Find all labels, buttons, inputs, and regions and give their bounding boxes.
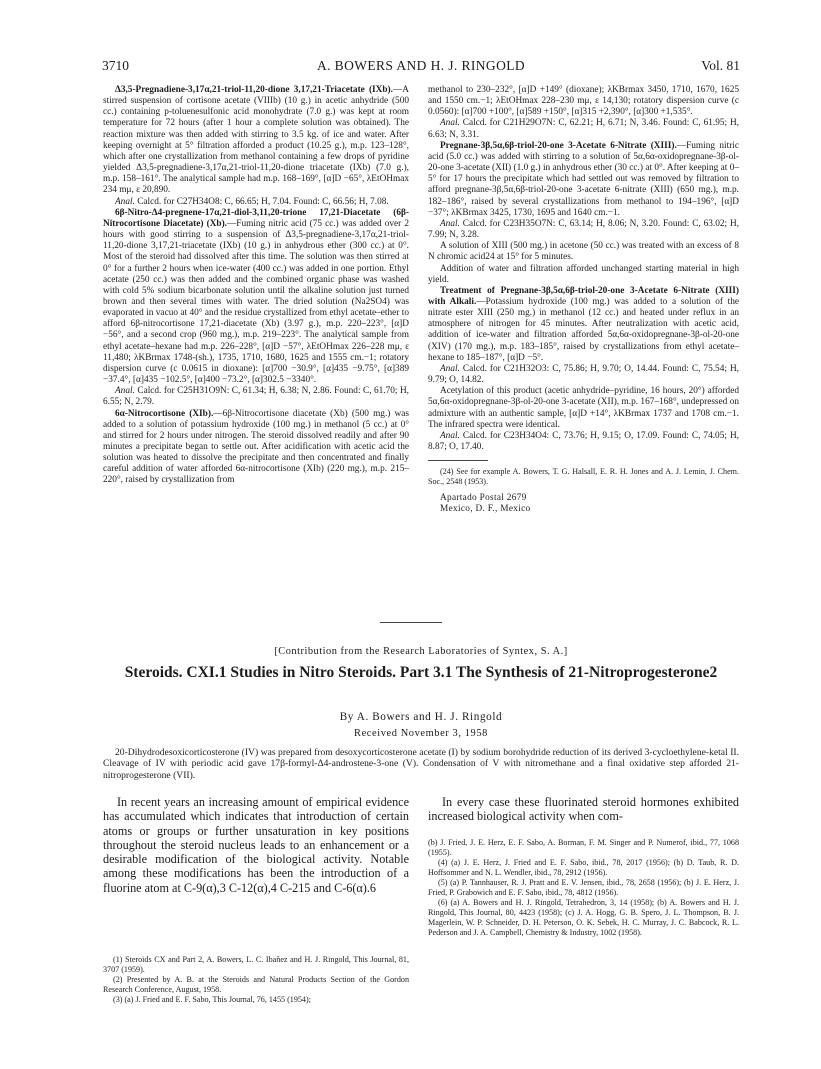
analysis: Anal. Calcd. for C25H31O9N: C, 61.34; H, 6.38; N, 2.86. Found: C, 61.70; H, 6.55; N, 2.79. [103, 386, 410, 408]
paragraph-text: —Potassium hydroxide (100 mg.) was added to a solution of the nitrate ester XIII (250 mg.) in methanol (12 cc.) and heated under reflux in an atmosphere of nitrogen for 45 minutes. After neutralization with acetic acid, addition of ice-water and filtration afforded 5α,6α-oxidopregnane-3β-ol-20-one (XIV) (170 mg.), m.p. 183–185°, raised by crystallizations from ethyl acetate–hexane to 185–187°, [α]D −5°. [428, 296, 739, 363]
paragraph [103, 409, 409, 487]
paragraph: Acetylation of this product (acetic anhydride–pyridine, 16 hours, 20°) afforded 5α,6α-oxidopregnane-3β-ol-20-one 3-acetate (XII), m.p. 167–168°, undepressed on admixture with an authentic sample, [α]D +14°, λKBrmax 1737 and 1708 cm.−1. The infrared spectra were identical. [428, 386, 739, 430]
address-line: Apartado Postal 2679 [440, 493, 527, 504]
analysis-text: Calcd. for C21H29O7N: C, 62.21; H, 6.71; N, 3.46. Found: C, 61.95; H, 6.63; N, 3.31. [428, 118, 739, 140]
article-authors: By A. Bowers and H. J. Ringold [339, 711, 503, 723]
received-date: Received November 3, 1958 [354, 728, 488, 739]
references-left [103, 955, 409, 1005]
intro-left: In recent years an increasing amount of empirical evidence has accumulated which indicates that introduction of certain atoms or groups or further unsaturation in key positions throughout the steroid nucleus leads to an enhancement or a desirable modification of the biological activity. Notable among these modifications has been the introduction of a fluorine atom at C-9(α),3 C-12(α),4 C-215 and C-6(α).6 [103, 795, 409, 895]
page-number: 3710 [102, 58, 129, 73]
paragraph: A solution of XIII (500 mg.) in acetone (50 cc.) was treated with an excess of 8 N chromic acid24 at 15° for 5 minutes. [428, 241, 739, 263]
compound-heading: Pregnane-3β,5α,6β-triol-20-one 3-Acetate 6-Nitrate (XIII). [440, 140, 677, 151]
compound-heading: Δ3,5-Pregnadiene-3,17α,21-triol-11,20-dione 3,17,21-Triacetate (IXb). [115, 85, 393, 95]
footnote-rule [428, 460, 488, 461]
analysis: Anal. Calcd. for C23H35O7N: C, 63.14; H, 8.06; N, 3.20. Found: C, 63.02; H, 7.99; N, 3.28. [428, 218, 739, 241]
paragraph-text: —6β-Nitrocortisone diacetate (Xb) (500 mg.) was added to a solution of potassium hydroxide (100 mg.) in methanol (5 cc.) at 0° and stirred for 2 hours under nitrogen. The steroid dissolved readily and after 90 minutes a precipitate began to settle out. After acidification with acetic acid the solution was heated to dissolve the precipitate and then concentrated and finally careful addition of water afforded 6α-nitrocortisone (XIb) (220 mg.), m.p. 215–220°, raised by crystallization from [103, 408, 410, 486]
reference: (2) Presented by A. B. at the Steroids and Natural Products Section of the Gordon Research Conference, August, 1958. [103, 975, 409, 994]
analysis: Anal. Calcd. for C27H34O8: C, 66.65; H, 7.04. Found: C, 66.56; H, 7.08. [115, 196, 389, 207]
intro-right: In every case these fluorinated steroid hormones exhibited increased biological activity when com- [428, 795, 739, 824]
analysis: Anal. Calcd. for C21H29O7N: C, 62.21; H, 6.71; N, 3.46. Found: C, 61.95; H, 6.63; N, 3.31. [428, 118, 739, 140]
reference: (6) (a) A. Bowers and H. J. Ringold, Tetrahedron, 3, 14 (1958); (b) A. Bowers and H. J. Ringold, This Journal, 80, 4423 (1958); (c) J. A. Hogg, G. B. Spero, J. L. Thompson, B. J. Magerlein, W. P. Schneider, D. H. Peterson, O. K. Sebek, H. C. Murray, J. C. Babcock, R. L. Pederson and J. A. Campbell, Chemistry & Industry, 1002 (1958). [428, 898, 739, 937]
paragraph [103, 208, 409, 387]
compound-heading: Treatment of Pregnane-3β,5α,6β-triol-20-one 3-Acetate 6-Nitrate (XIII) with Alkali. [428, 285, 739, 307]
compound-heading: 6β-Nitro-Δ4-pregnene-17α,21-diol-3,11,20-trione 17,21-Diacetate (6β-Nitrocortisone Diacetate) (Xb). [103, 207, 409, 229]
article-title: Steroids. CXI.1 Studies in Nitro Steroids. Part 3.1 The Synthesis of 21-Nitroprogesterone2 [124, 664, 718, 681]
paragraph [428, 141, 739, 219]
right-column [428, 85, 739, 515]
abstract: 20-Dihydrodesoxicorticosterone (IV) was prepared from desoxycorticosterone acetate (I) by sodium borohydride reduction of its derived 3-cycloethylene-ketal II. Cleavage of IV with periodic acid gave 17β-formyl-Δ4-androstene-3-one (V). Condensation of V with nitromethane and a final oxidative step afforded 21-nitroprogesterone (VII). [103, 747, 739, 781]
section-divider [380, 622, 442, 623]
contribution-line: [Contribution from the Research Laboratories of Syntex, S. A.] [274, 646, 568, 657]
references-right [428, 838, 739, 938]
reference: (3) (a) J. Fried and E. F. Sabo, This Journal, 76, 1455 (1954); [113, 995, 311, 1004]
reference: (b) J. Fried, J. E. Herz, E. F. Sabo, A. Borman, F. M. Singer and P. Numerof, ibid., 77, 1068 (1955). [428, 838, 739, 857]
reference: (4) (a) J. E. Herz, J. Fried and E. F. Sabo, ibid., 78, 2017 (1956); (b) D. Taub, R. D. Hoffsommer and N. L. Wendler, ibid., 78, 2912 (1956). [428, 858, 739, 877]
page-header [102, 58, 740, 78]
paragraph-text: —Fuming nitric acid (5.0 cc.) was added with stirring to a solution of 5α,6α-oxidopregnane-3β-ol-20-one 3-acetate (XII) (1.0 g.) in anhydrous ether (30 cc.) at 0°. After keeping at 0–5° for 17 hours the precipitate which had settled out was removed by filtration to afford pregnane-3β,5α,6β-triol-20-one 3-acetate 6-nitrate (XIII) (650 mg.), m.p. 182–186°, raised by several crystallizations from methanol to 194–196°, [α]D −37°; λKBrmax 3425, 1730, 1695 and 1640 cm.−1. [428, 140, 739, 218]
running-title: A. BOWERS AND H. J. RINGOLD [316, 58, 526, 73]
analysis: Anal. Calcd. for C21H32O3: C, 75.86; H, 9.70; O, 14.44. Found: C, 75.54; H, 9.79; O, 14.82. [428, 363, 739, 386]
analysis-text: Calcd. for C25H31O9N: C, 61.34; H, 6.38; N, 2.86. Found: C, 61.70; H, 6.55; N, 2.79. [103, 386, 410, 408]
reference: (5) (a) P. Tannhauser, R. J. Pratt and E. V. Jensen, ibid., 78, 2658 (1956); (b) J. E. Herz, J. Fried, P. Grabowich and E. F. Sabo, ibid., 78, 4812 (1956). [428, 878, 739, 897]
left-column [103, 85, 409, 487]
paragraph-continuation: methanol to 230–232°, [α]D +149° (dioxane); λKBrmax 3450, 1710, 1670, 1625 and 1550 cm.−1; λEtOHmax 228–230 mμ, ε 14,130; rotatory dispersion curve (c 0.0560): [α]700 +100°, [α]589 +150°, [α]315 +2,390°, [α]300 +1,535°. [428, 85, 739, 118]
analysis-text: Calcd. for C23H34O4: C, 73.76; H, 9.15; O, 17.09. Found: C, 74.05; H, 8.87; O, 17.40. [428, 430, 739, 452]
paragraph-text: —Fuming nitric acid (75 cc.) was added over 2 hours with good stirring to a suspension of Δ3,5-pregnadiene-3,17α,21-triol-11,20-dione 3,17,21-triacetate (IXb) (10 g.) in anhydrous ether (300 cc.) at 0°. Most of the steroid had dissolved after this time. The solution was then stirred at 0° for a further 2 hours when ice-water (400 cc.) was added in one portion. Ethyl acetate (250 cc.) was then added and the combined organic phase was washed with cold 5% sodium bicarbonate solution until the alkaline solution just turned brown and then several times with water. The dried solution (Na2SO4) was evaporated in vacuo at 40° and the residue crystallized from ethyl acetate–ether to afford 6β-nitrocortisone 17,21-diacetate (Xb) (3.97 g.), m.p. 220–223°, [α]D −56°, and a second crop (960 mg.), m.p. 219–223°. The analytical sample from ethyl acetate–hexane had m.p. 226–228°, [α]D −57°, λEtOHmax 226–228 mμ, ε 11,480; λKBrmax 1748-(sh.), 1735, 1710, 1680, 1625 and 1555 cm.−1; rotatory dispersion curve (c 0.0615 in dioxane): [α]700 −30.9°, [α]435 −9.75°, [α]389 −37.4°, [α]435 −102.5°, [α]400 −73.2°, [α]302.5 −3340°. [103, 218, 409, 386]
paragraph [428, 286, 739, 364]
analysis-text: Calcd. for C21H32O3: C, 75.86; H, 9.70; O, 14.44. Found: C, 75.54; H, 9.79; O, 14.82. [428, 363, 739, 386]
address-line: Mexico, D. F., Mexico [440, 504, 531, 515]
analysis-text: Calcd. for C27H34O8: C, 66.65; H, 7.04. Found: C, 66.56; H, 7.08. [137, 196, 389, 207]
footnote-24: (24) See for example A. Bowers, T. G. Halsall, E. R. H. Jones and A. J. Lemin, J. Chem. Soc., 2548 (1953). [428, 467, 739, 487]
address-block [428, 493, 739, 515]
reference: (1) Steroids CX and Part 2, A. Bowers, L. C. Ibañez and H. J. Ringold, This Journal, 81, 3707 (1959). [103, 955, 409, 974]
paragraph [103, 85, 409, 197]
paragraph-text: —A stirred suspension of cortisone acetate (VIIIb) (10 g.) in acetic anhydride (500 cc.) containing p-toluenesulfonic acid monohydrate (7.0 g.) was kept at room temperature for 72 hours (after 1 hour a complete solution was obtained). The reaction mixture was then added with stirring to 3.5 kg. of ice and water. After keeping overnight at 5° filtration afforded a product (10.25 g.), m.p. 123–128°, which after one crystallization from methanol containing a few drops of pyridine yielded Δ3,5-pregnadiene-3,17α,21-triol-11,20-dione triacetate (IXb) (7.0 g.), m.p. 158–161°. The analytical sample had m.p. 168–169°, [α]D −65°, λEtOHmax 234 mμ, ε 20,890. [103, 85, 409, 196]
volume-label: Vol. 81 [701, 58, 740, 73]
analysis-text: Calcd. for C23H35O7N: C, 63.14; H, 8.06; N, 3.20. Found: C, 63.02; H, 7.99; N, 3.28. [428, 218, 739, 241]
analysis: Anal. Calcd. for C23H34O4: C, 73.76; H, 9.15; O, 17.09. Found: C, 74.05; H, 8.87; O, 17.40. [428, 430, 739, 452]
paragraph: Addition of water and filtration afforded unchanged starting material in high yield. [428, 263, 739, 285]
compound-heading: 6α-Nitrocortisone (XIb). [115, 408, 214, 419]
